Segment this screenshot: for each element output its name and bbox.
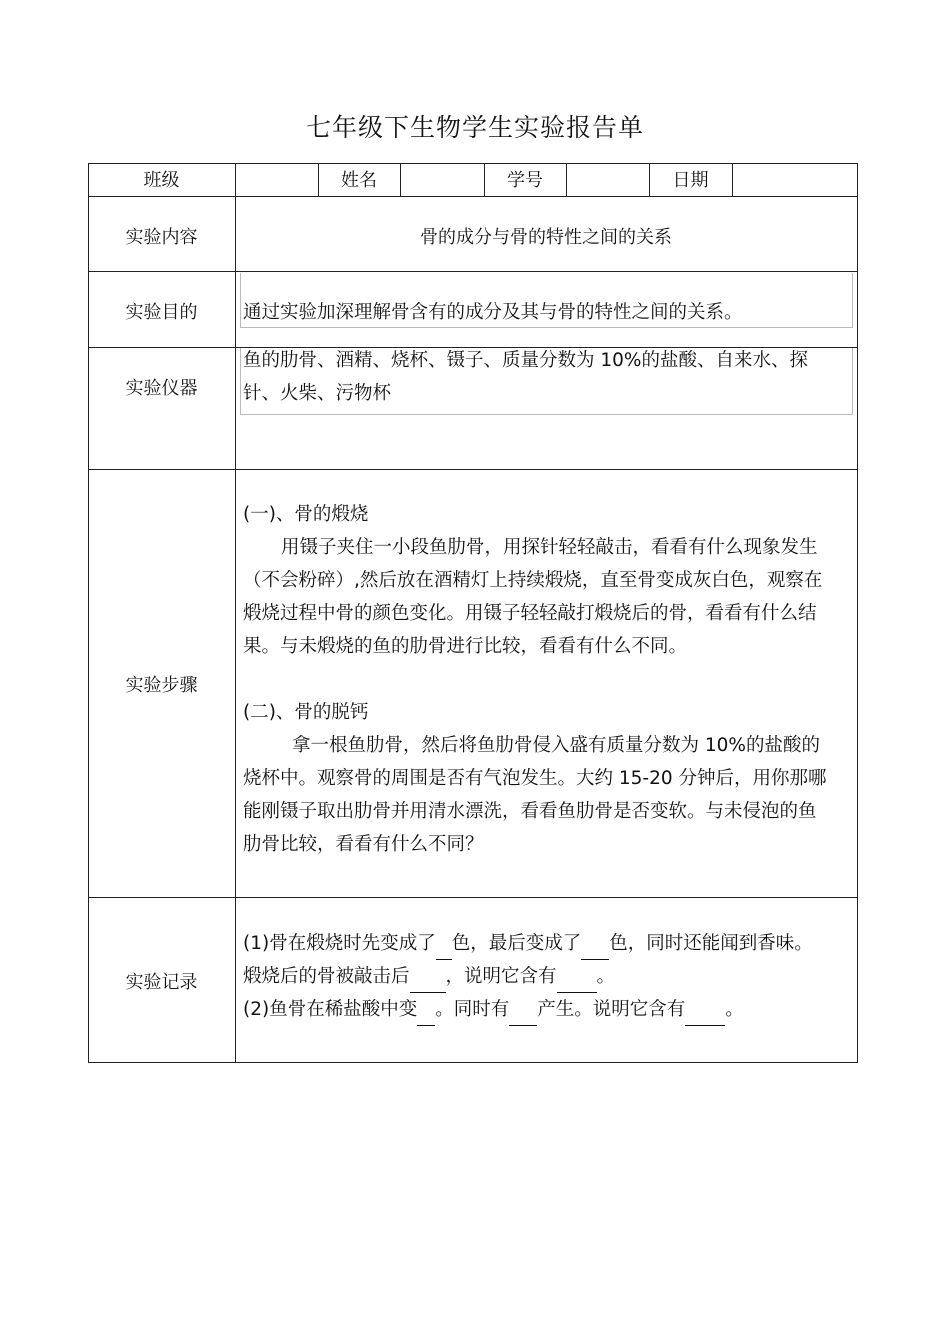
blank-field[interactable] [410,970,446,993]
blank-field[interactable] [581,937,609,960]
class-label: 班级 [143,170,180,191]
blank-field[interactable] [436,937,452,960]
step-line: （不会粉碎）,然后放在酒精灯上持续煅烧，直至骨变成灰白色，观察在 [243,570,823,591]
step-line: 果。与未煅烧的鱼的肋骨进行比较，看看有什么不同。 [243,636,688,657]
page-title: 七年级下生物学生实验报告单 [305,113,644,142]
blank-field[interactable] [685,1003,725,1026]
date-field[interactable] [733,164,857,196]
record-line [243,927,855,960]
content-label: 实验内容 [125,227,198,248]
step-line: 煅烧过程中骨的颜色变化。用镊子轻轻敲打煅烧后的骨，看看有什么结 [243,603,817,624]
record-text: 煅烧后的骨被敲击后 [243,966,410,987]
step-line: 拿一根鱼肋骨，然后将鱼肋骨侵入盛有质量分数为 10%的盐酸的 [292,735,821,756]
record-text: 色，同时还能闻到香味。 [609,933,813,954]
step-line: 肋骨比较，看看有什么不同？ [243,834,484,855]
record-line [243,960,855,993]
step-line: 烧杯中。观察骨的周围是否有气泡发生。大约 15-20 分钟后，用你那哪 [243,768,827,789]
student-id-field[interactable] [567,164,649,196]
equipment-value [243,344,855,410]
record-text: 。同时有 [435,999,510,1020]
name-label: 姓名 [341,170,377,191]
step-line: 用镊子夹住一小段鱼肋骨，用探针轻轻敲击，看看有什么现象发生 [281,537,818,558]
content-value: 骨的成分与骨的特性之间的关系 [420,227,672,248]
equipment-line: 针、火柴、污物杯 [243,383,392,404]
blank-field[interactable] [509,1003,537,1026]
blank-field[interactable] [557,970,597,993]
equipment-line: 鱼的肋骨、酒精、烧杯、镊子、质量分数为 10%的盐酸、自来水、探 [243,350,809,371]
steps-body [243,498,855,861]
purpose-label: 实验目的 [125,302,198,323]
record-text: (2)鱼骨在稀盐酸中变 [243,999,418,1020]
name-field[interactable] [401,164,484,196]
blank-field[interactable] [417,1003,435,1026]
record-text: 。 [596,966,616,987]
table-border [88,1062,858,1063]
record-body [243,927,855,1026]
record-text: ，说明它含有 [445,966,557,987]
step-title: (二)、骨的脱钙 [243,702,369,723]
record-text: (1)骨在煅烧时先变成了 [243,933,436,954]
date-label: 日期 [672,170,709,191]
table-border [88,196,858,197]
record-text: 产生。说明它含有 [537,999,686,1020]
steps-label: 实验步骤 [125,675,198,696]
record-line [243,993,855,1026]
record-text: 。 [725,999,744,1020]
step-line: 能刚镊子取出肋骨并用清水漂洗，看看鱼肋骨是否变软。与未侵泡的鱼 [243,801,817,822]
student-id-label: 学号 [507,170,543,191]
table-border [88,469,858,470]
table-border [88,897,858,898]
purpose-value: 通过实验加深理解骨含有的成分及其与骨的特性之间的关系。 [243,302,743,323]
table-border [857,163,858,1063]
record-text: 色，最后变成了 [451,933,582,954]
equipment-label: 实验仪器 [125,378,198,399]
table-border [235,163,236,1063]
spacer [243,663,855,696]
class-field[interactable] [236,164,318,196]
record-label: 实验记录 [125,972,198,993]
step-title: (一)、骨的煅烧 [243,504,369,525]
table-border [88,271,858,272]
